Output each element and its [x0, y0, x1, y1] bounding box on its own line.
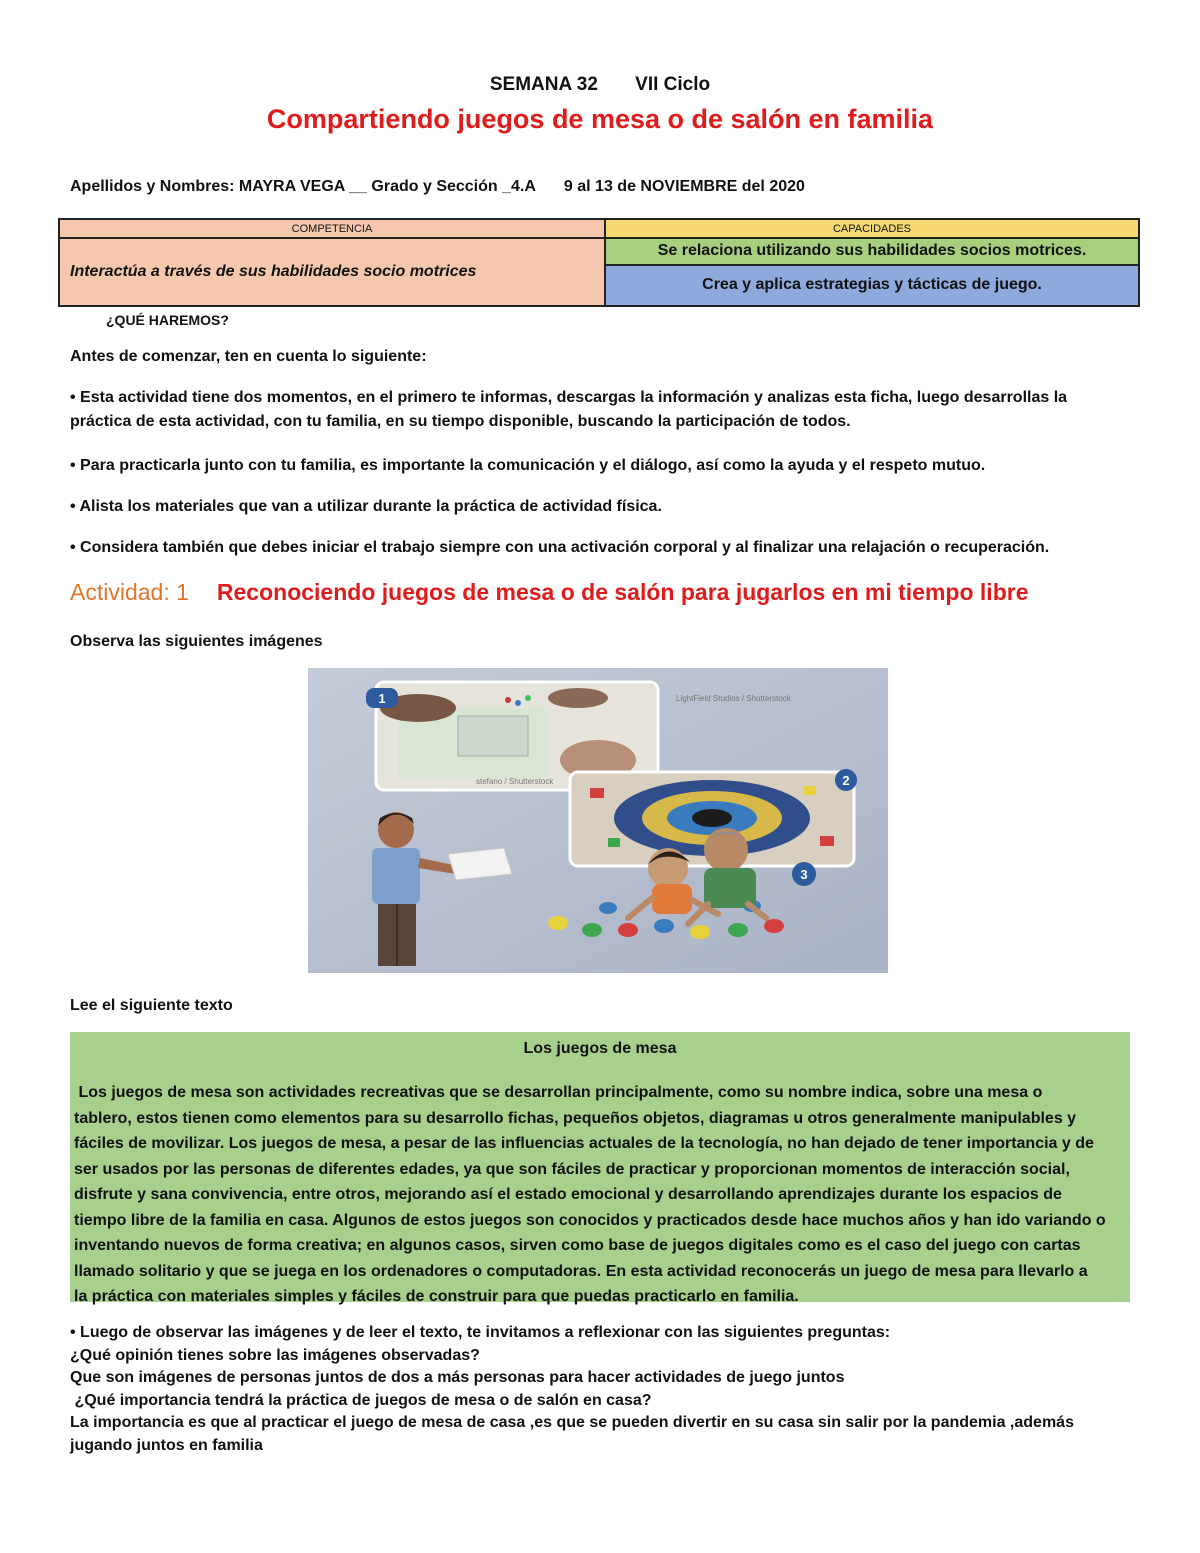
svg-text:1: 1 [378, 691, 386, 706]
intro-text: Antes de comenzar, ten en cuenta lo siguiente: [70, 348, 427, 365]
bullet-2: • Para practicarla junto con tu familia, es importante la comunicación y el diálogo, así como la ayuda y el respeto mutuo. [70, 457, 986, 474]
badge-2 [835, 769, 857, 791]
student-name-grade: Apellidos y Nombres: MAYRA VEGA __ Grado y Sección _4.A [70, 178, 536, 195]
reading-title: Los juegos de mesa [523, 1040, 677, 1057]
lee-label: Lee el siguiente texto [70, 997, 233, 1014]
svg-text:3: 3 [800, 867, 808, 882]
answer-2-continued: jugando juntos en familia [70, 1436, 263, 1454]
activity-label: Actividad: 1 [70, 579, 189, 605]
svg-text:LightField Studios / Shutterst: LightField Studios / Shutterstock [676, 694, 791, 703]
reading-line: disfrute y sana convivencia, entre otros, mejorando así el estado emocional y desarrollando aprendizajes durante los espacios de [74, 1186, 1062, 1203]
reading-line: fáciles de movilizar. Los juegos de mesa, a pesar de las influencias actuales de la tecnología, no han dejado de tener importancia y de [74, 1135, 1094, 1152]
competency-table [58, 218, 1140, 307]
week-label: SEMANA 32 [489, 74, 598, 95]
svg-text:stefano / Shutterstock: stefano / Shutterstock [476, 777, 554, 786]
reflection-prompt: • Luego de observar las imágenes y de leer el texto, te invitamos a reflexionar con las siguientes preguntas: [70, 1324, 891, 1341]
competencia-header: COMPETENCIA [59, 219, 605, 238]
question-2: ¿Qué importancia tendrá la práctica de juegos de mesa o de salón en casa? [70, 1391, 652, 1409]
badge-3 [792, 862, 816, 886]
activity-heading [70, 579, 1029, 606]
reading-line: la práctica con materiales simples y fáciles de construir para que puedas practicarlo en familia. [74, 1288, 799, 1305]
board-games-illustration [308, 668, 888, 973]
date-range: 9 al 13 de NOVIEMBRE del 2020 [563, 178, 805, 195]
reflection-questions [70, 1322, 1140, 1457]
capacidad-1-cell: Se relaciona utilizando sus habilidades socios motrices. [605, 238, 1139, 265]
reading-text [74, 1080, 1130, 1310]
activity-title: Reconociendo juegos de mesa o de salón para jugarlos en mi tiempo libre [216, 579, 1029, 605]
reading-line: Los juegos de mesa son actividades recreativas que se desarrollan principalmente, como su nombre indica, sobre una mesa o [74, 1084, 1043, 1101]
competencia-cell: Interactúa a través de sus habilidades socio motrices [59, 238, 605, 306]
badge-1 [366, 688, 398, 708]
reading-line: inventando nuevos de forma creativa; en algunos casos, sirven como base de juegos digitales como es el caso del juego con cartas [74, 1237, 1081, 1254]
reading-line: llamado solitario y que se juega en los ordenadores o computadoras. En esta actividad reconocerás un juego de mesa para llevarlo a [74, 1262, 1088, 1280]
reading-box [70, 1032, 1130, 1305]
reading-line: tablero, estos tienen como elementos para su desarrollo fichas, pequeños objetos, diagramas u otros generalmente manipulables y [74, 1109, 1077, 1127]
capacidades-header: CAPACIDADES [605, 219, 1139, 238]
reading-line: ser usados por las personas de diferentes edades, ya que son fáciles de practicar y proporcionan momentos de interacción social, [74, 1160, 1070, 1178]
answer-2: La importancia es que al practicar el juego de mesa de casa ,es que se pueden divertir en su casa sin salir por la pandemia ,además [70, 1414, 1074, 1431]
cycle-label: VII Ciclo [635, 74, 711, 95]
capacidad-2-cell: Crea y aplica estrategias y tácticas de juego. [605, 265, 1139, 306]
student-info-line [70, 178, 805, 196]
bullet-4: • Considera también que debes iniciar el trabajo siempre con una activación corporal y al finalizar una relajación o recuperación. [70, 539, 1050, 556]
observa-label: Observa las siguientes imágenes [70, 633, 323, 650]
bullet-3: • Alista los materiales que van a utilizar durante la práctica de actividad física. [70, 498, 662, 515]
answer-1: Que son imágenes de personas juntos de dos a más personas para hacer actividades de juego juntos [70, 1369, 845, 1386]
question-1: ¿Qué opinión tienes sobre las imágenes observadas? [70, 1346, 480, 1364]
bullet-1: • Esta actividad tiene dos momentos, en el primero te informas, descargas la información y analizas esta ficha, luego desarrollas la práctica de esta actividad, con tu familia, en su tiempo disponible, buscando la participación de todos. [70, 389, 1068, 430]
header-line [0, 74, 1200, 96]
page-title: Compartiendo juegos de mesa o de salón en familia [266, 104, 934, 134]
svg-text:2: 2 [842, 773, 850, 788]
reading-line: tiempo libre de la familia en casa. Algunos de estos juegos son conocidos y practicados desde hace muchos años y han ido variando o [74, 1211, 1106, 1229]
que-haremos-heading: ¿QUÉ HAREMOS? [106, 312, 229, 328]
